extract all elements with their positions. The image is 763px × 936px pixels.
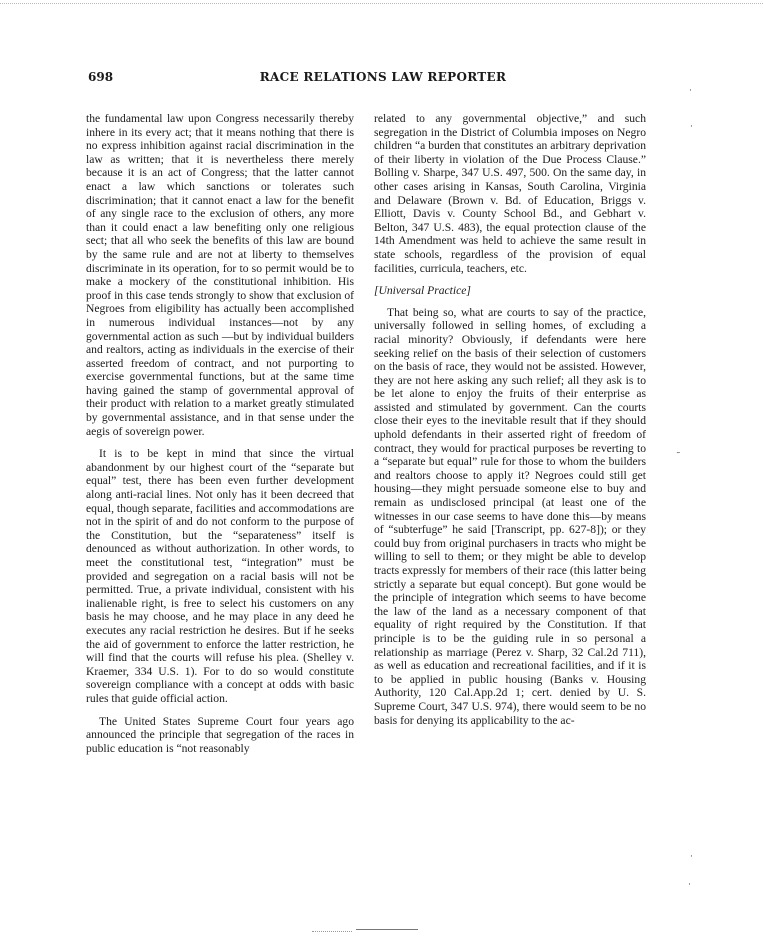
margin-speck: · bbox=[690, 122, 693, 132]
right-column bbox=[374, 112, 646, 736]
section-heading: [Universal Practice] bbox=[374, 284, 471, 298]
left-paragraph-2: It is to be kept in mind that since the virtual abandonment by our highest court of the “separate but equal” test, there has been even further development along anti-racial lines. Not only has it been decreed that equal, though separate, facilities and accommodations are not in the spirit of and do not conform to the purpose of the Constitution, but the “separateness” itself is denounced as without authorization. In other words, to meet the constitutional test, “integration” must be provided and segregation on a racial basis will not be permitted. True, a private individual, consistent with his inalienable right, is free to select his customers on any basis he may choose, and he may place in any deed he executes any racial restriction he desires. But if he seeks the aid of government to enforce the latter restriction, he will find that the courts will refuse his plea. (Shelley v. Kraemer, 334 U.S. 1). For to do so would constitute sovereign compliance with a concept at odds with basic rules that guide official action. bbox=[86, 447, 354, 705]
left-paragraph-1: the fundamental law upon Congress necessarily thereby inhere in its every act; that it means nothing that there is no express inhibition against racial discrimination in the law as written; that it is nevertheless there merely because it is an act of Congress; that the latter cannot enact a law which sanctions or tolerates such discrimination; that it cannot enact a law for the benefit of any single race to the exclusion of others, any more than it could enact a law benefiting only one religious sect; that all who seek the benefits of this law are bound by the same rule and are not at liberty to themselves discriminate in its operation, for to so permit would be to make a mockery of the constitutional inhibition. His proof in this case tends strongly to show that exclusion of Negroes from eligibility has actually been accomplished in numerous individual instances—not by any governmental action as such —but by individual builders and realtors, acting as individuals in the exercise of their asserted freedom of contract, and not purporting to exercise governmental functions, but at the same time having gained the stamp of governmental approval of their product with relation to a market greatly stimulated by governmental assistance, and in that sense under the aegis of sovereign power. bbox=[86, 112, 354, 438]
page-number: 698 bbox=[88, 70, 114, 84]
margin-speck: · bbox=[689, 86, 692, 96]
margin-speck: · bbox=[690, 852, 693, 862]
bottom-edge-dots bbox=[312, 931, 352, 932]
margin-speck: ˜ bbox=[676, 452, 681, 462]
right-paragraph-2: That being so, what are courts to say of the practice, universally followed in selling homes, of excluding a racial minority? Obviously, if defendants were here seeking relief on the basis of their selection of customers on the basis of race, they would not be assisted. However, they are not here asking any such relief; all they ask is to be let alone to enjoy the fruits of their enterprise as assisted and stimulated by government. Can the courts close their eyes to the inevitable result that if they should uphold defendants in their asserted right of freedom of contract, they would for practical purposes be reverting to a “separate but equal” rule for those to whom the builders and realtors choose to apply it? Negroes could still get housing—they might persuade someone else to buy and remain as undisclosed principal (at least one of the witnesses in our case seems to have done this—by means of “subterfuge” he said [Transcript, pp. 627-8]); or they could buy from original purchasers in tracts who might be willing to sell to them; or they might be able to develop tracts expressly for members of their race (this latter being strictly a separate but equal concept). But gone would be the principle of integration which seems to have become the law of the land as a necessary component of that equality of right required by the Constitution. If that principle is to be the guiding rule in so personal a relationship as marriage (Perez v. Sharp, 32 Cal.2d 711), as well as education and recreational facilities, and if it is to be applied in public housing (Banks v. Housing Authority, 120 Cal.App.2d 1; cert. denied by U. S. Supreme Court, 347 U.S. 974), there would seem to be no basis for denying its applicability to the ac- bbox=[374, 305, 646, 727]
margin-speck: · bbox=[688, 880, 691, 890]
top-edge-dots bbox=[0, 3, 763, 4]
left-paragraph-3: The United States Supreme Court four years ago announced the principle that segregation of the races in public education is “not reasonably bbox=[86, 714, 354, 755]
left-column bbox=[86, 112, 354, 764]
running-head: RACE RELATIONS LAW REPORTER bbox=[259, 70, 507, 84]
right-paragraph-1: related to any governmental objective,” and such segregation in the District of Columbia imposes on Negro children “a burden that constitutes an arbitrary deprivation of their liberty in violation of the Due Process Clause.” Bolling v. Sharpe, 347 U.S. 497, 500. On the same day, in other cases arising in Kansas, South Carolina, Virginia and Delaware (Brown v. Bd. of Education, Briggs v. Elliott, Davis v. County School Bd., and Gebhart v. Belton, 347 U.S. 483), the equal protection clause of the 14th Amendment was held to achieve the same result in state schools, regardless of the provision of equal facilities, curricula, teachers, etc. bbox=[374, 112, 646, 275]
page-header bbox=[88, 70, 678, 88]
bottom-edge-rule bbox=[356, 929, 418, 930]
